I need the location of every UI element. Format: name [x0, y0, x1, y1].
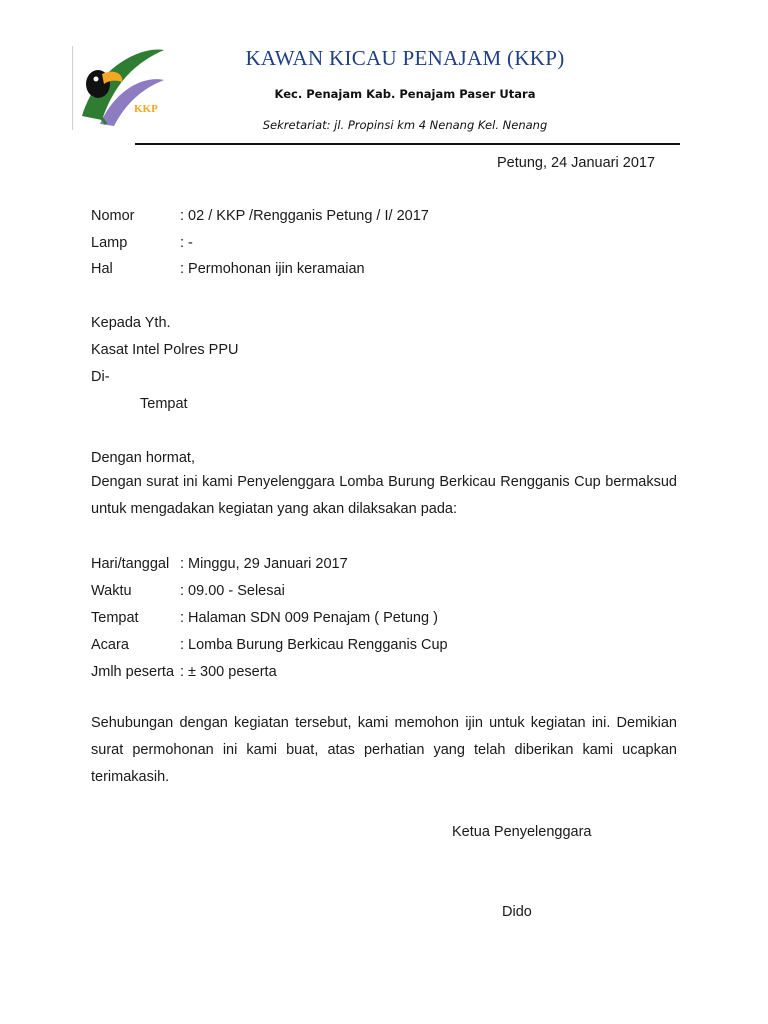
- closing-paragraph: Sehubungan dengan kegiatan tersebut, kami memohon ijin untuk kegiatan ini. Demikian surat permohonan ini kami buat, atas perhatian yang telah diberikan kami ucapkan terimakasih.: [91, 715, 677, 785]
- organization-name: KAWAN KICAU PENAJAM (KKP): [245, 46, 565, 70]
- detail-value-participants: : ± 300 peserta: [180, 664, 277, 680]
- detail-label-place: Tempat: [91, 610, 139, 626]
- detail-label-event: Acara: [91, 637, 129, 653]
- detail-value-place: : Halaman SDN 009 Penajam ( Petung ): [180, 610, 438, 626]
- signer-title: Ketua Penyelenggara: [452, 824, 592, 840]
- organization-address: Sekretariat: jl. Propinsi km 4 Nenang Kel. Nenang: [262, 118, 548, 132]
- detail-value-event: : Lomba Burung Berkicau Rengganis Cup: [180, 637, 448, 653]
- detail-label-time: Waktu: [91, 583, 132, 599]
- detail-value-date: : Minggu, 29 Januari 2017: [180, 556, 348, 572]
- intro-paragraph: Dengan surat ini kami Penyelenggara Lomba Burung Berkicau Rengganis Cup bermaksud untuk mengadakan kegiatan yang akan dilaksakan pada:: [91, 474, 677, 517]
- meta-label-hal: Hal: [91, 261, 113, 277]
- detail-value-time: : 09.00 - Selesai: [180, 583, 285, 599]
- meta-label-nomor: Nomor: [91, 208, 135, 224]
- recipient-line-1: Kepada Yth.: [91, 315, 171, 331]
- meta-label-lamp: Lamp: [91, 235, 128, 251]
- organization-subtitle: Kec. Penajam Kab. Penajam Paser Utara: [274, 87, 536, 101]
- meta-value-nomor: : 02 / KKP /Rengganis Petung / I/ 2017: [180, 208, 429, 224]
- greeting: Dengan hormat,: [91, 450, 195, 466]
- meta-value-hal: : Permohonan ijin keramaian: [180, 261, 365, 277]
- meta-value-lamp: : -: [180, 235, 193, 251]
- recipient-line-3: Di-: [91, 369, 110, 385]
- signer-name: Dido: [502, 904, 532, 920]
- logo-text: KKP: [134, 103, 158, 115]
- detail-label-participants: Jmlh peserta: [91, 664, 175, 680]
- place-date: Petung, 24 Januari 2017: [497, 155, 656, 171]
- recipient-line-2: Kasat Intel Polres PPU: [91, 342, 239, 358]
- header-divider: [135, 143, 680, 145]
- recipient-line-4: Tempat: [140, 396, 188, 412]
- detail-label-date: Hari/tanggal: [91, 556, 170, 572]
